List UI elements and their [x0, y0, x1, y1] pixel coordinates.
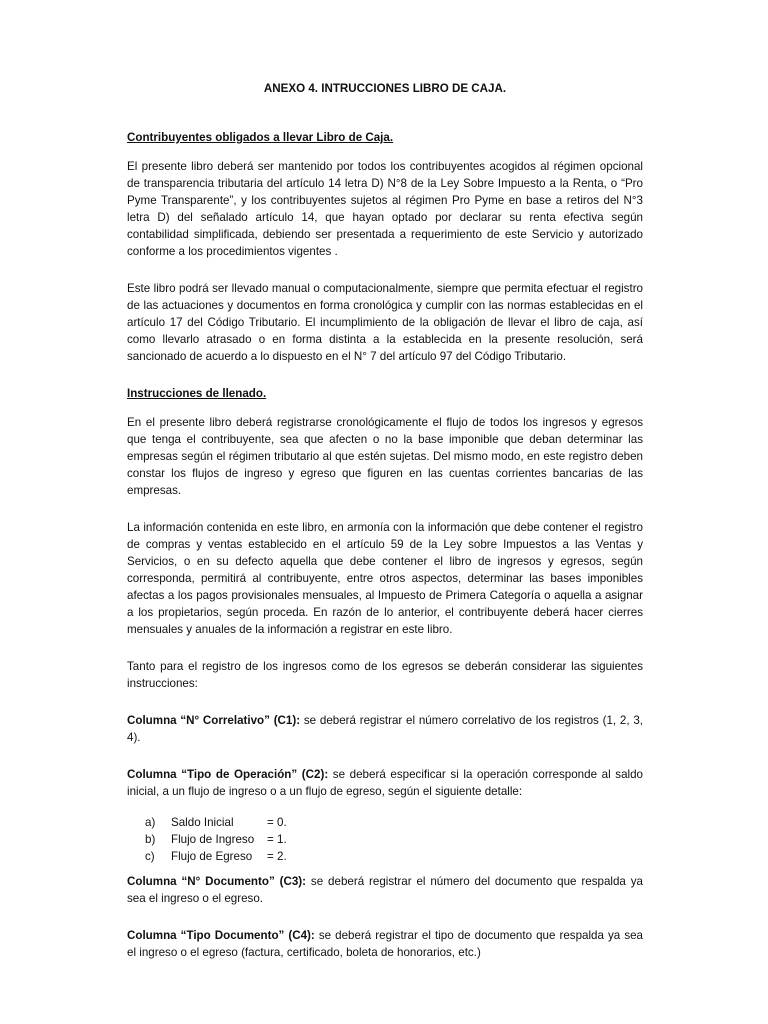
paragraph-obligados-1: El presente libro deberá ser mantenido por todos los contribuyentes acogidos al régimen opcional de transparencia tributaria del artículo 14 letra D) N°8 de la Ley Sobre Impuesto a la Renta, o “Pro Pyme Transparente”, y los contribuyentes sujetos al régimen Pro Pyme en base a retiros del N°3 letra D) del señalado artículo 14, que hayan optado por declarar su renta efectiva según contabilidad simplificada, debiendo ser presentada a requerimiento de este Servicio y autorizado conforme a los procedimientos vigentes .: [127, 160, 643, 258]
section-heading-instrucciones: Instrucciones de llenado.: [127, 387, 267, 400]
column-c3-label: Columna “N° Documento” (C3):: [127, 875, 307, 888]
list-item: [145, 848, 643, 865]
list-item-label: Flujo de Ingreso: [171, 833, 255, 846]
paragraph-instrucciones-1: En el presente libro deberá registrarse cronológicamente el flujo de todos los ingresos y egresos que tenga el contribuyente, sea que afecten o no la base imponible que deban determinar las empresas según el régimen tributario al que estén sujetas. Del mismo modo, en este registro deben constar los flujos de ingreso y egreso que figuren en las cuentas corrientes bancarias de las empresas.: [127, 416, 643, 497]
column-c3-text: se deberá registrar el número del documento que respalda ya sea el ingreso o el egreso.: [127, 875, 643, 905]
list-item-label: Saldo Inicial: [171, 816, 234, 829]
list-item: [145, 831, 643, 848]
list-marker: b): [145, 833, 156, 846]
operation-type-list: [127, 814, 643, 865]
column-c2-description: [127, 766, 643, 800]
column-c3-description: [127, 873, 643, 907]
document-content: [127, 80, 643, 981]
column-c4-description: [127, 927, 643, 961]
column-c1-description: [127, 712, 643, 746]
list-item-value: = 0.: [267, 816, 287, 829]
list-item: [145, 814, 643, 831]
column-c4-text: se deberá registrar el tipo de documento que respalda ya sea el ingreso o el egreso (factura, certificado, boleta de honorarios, etc.): [127, 929, 644, 959]
list-marker: a): [145, 816, 156, 829]
column-c2-text: se deberá especificar si la operación corresponde al saldo inicial, a un flujo de ingreso o a un flujo de egreso, según el siguiente detalle:: [127, 768, 643, 798]
list-item-label: Flujo de Egreso: [171, 850, 253, 863]
document-title: ANEXO 4. INTRUCCIONES LIBRO DE CAJA.: [263, 82, 507, 95]
paragraph-instrucciones-3: Tanto para el registro de los ingresos como de los egresos se deberán considerar las siguientes instrucciones:: [127, 660, 643, 690]
list-item-value: = 1.: [267, 833, 287, 846]
column-c1-label: Columna “N° Correlativo” (C1):: [127, 714, 301, 727]
column-c2-label: Columna “Tipo de Operación” (C2):: [127, 768, 329, 781]
list-marker: c): [145, 850, 155, 863]
section-heading-obligados: Contribuyentes obligados a llevar Libro de Caja.: [127, 131, 394, 144]
column-c1-text: se deberá registrar el número correlativo de los registros (1, 2, 3, 4).: [127, 714, 643, 744]
paragraph-obligados-2: Este libro podrá ser llevado manual o computacionalmente, siempre que permita efectuar el registro de las actuaciones y documentos en forma cronológica y cumplir con las normas establecidas en el artículo 17 del Código Tributario. El incumplimiento de la obligación de llevar el libro de caja, así como llevarlo atrasado o en forma distinta a la establecida en la presente resolución, será sancionado de acuerdo a lo dispuesto en el N° 7 del artículo 97 del Código Tributario.: [127, 282, 643, 363]
paragraph-instrucciones-2: La información contenida en este libro, en armonía con la información que debe contener el registro de compras y ventas establecido en el artículo 59 de la Ley sobre Impuestos a las Ventas y Servicios, o en su defecto aquella que debe contener el libro de ingresos y egresos, según corresponda, permitirá al contribuyente, entre otros aspectos, determinar las bases imponibles afectas a los pagos provisionales mensuales, al Impuesto de Primera Categoría o aquella a asignar a los propietarios, según proceda. En razón de lo anterior, el contribuyente deberá hacer cierres mensuales y anuales de la información a registrar en este libro.: [127, 521, 643, 636]
list-item-value: = 2.: [267, 850, 287, 863]
column-c4-label: Columna “Tipo Documento” (C4):: [127, 929, 315, 942]
